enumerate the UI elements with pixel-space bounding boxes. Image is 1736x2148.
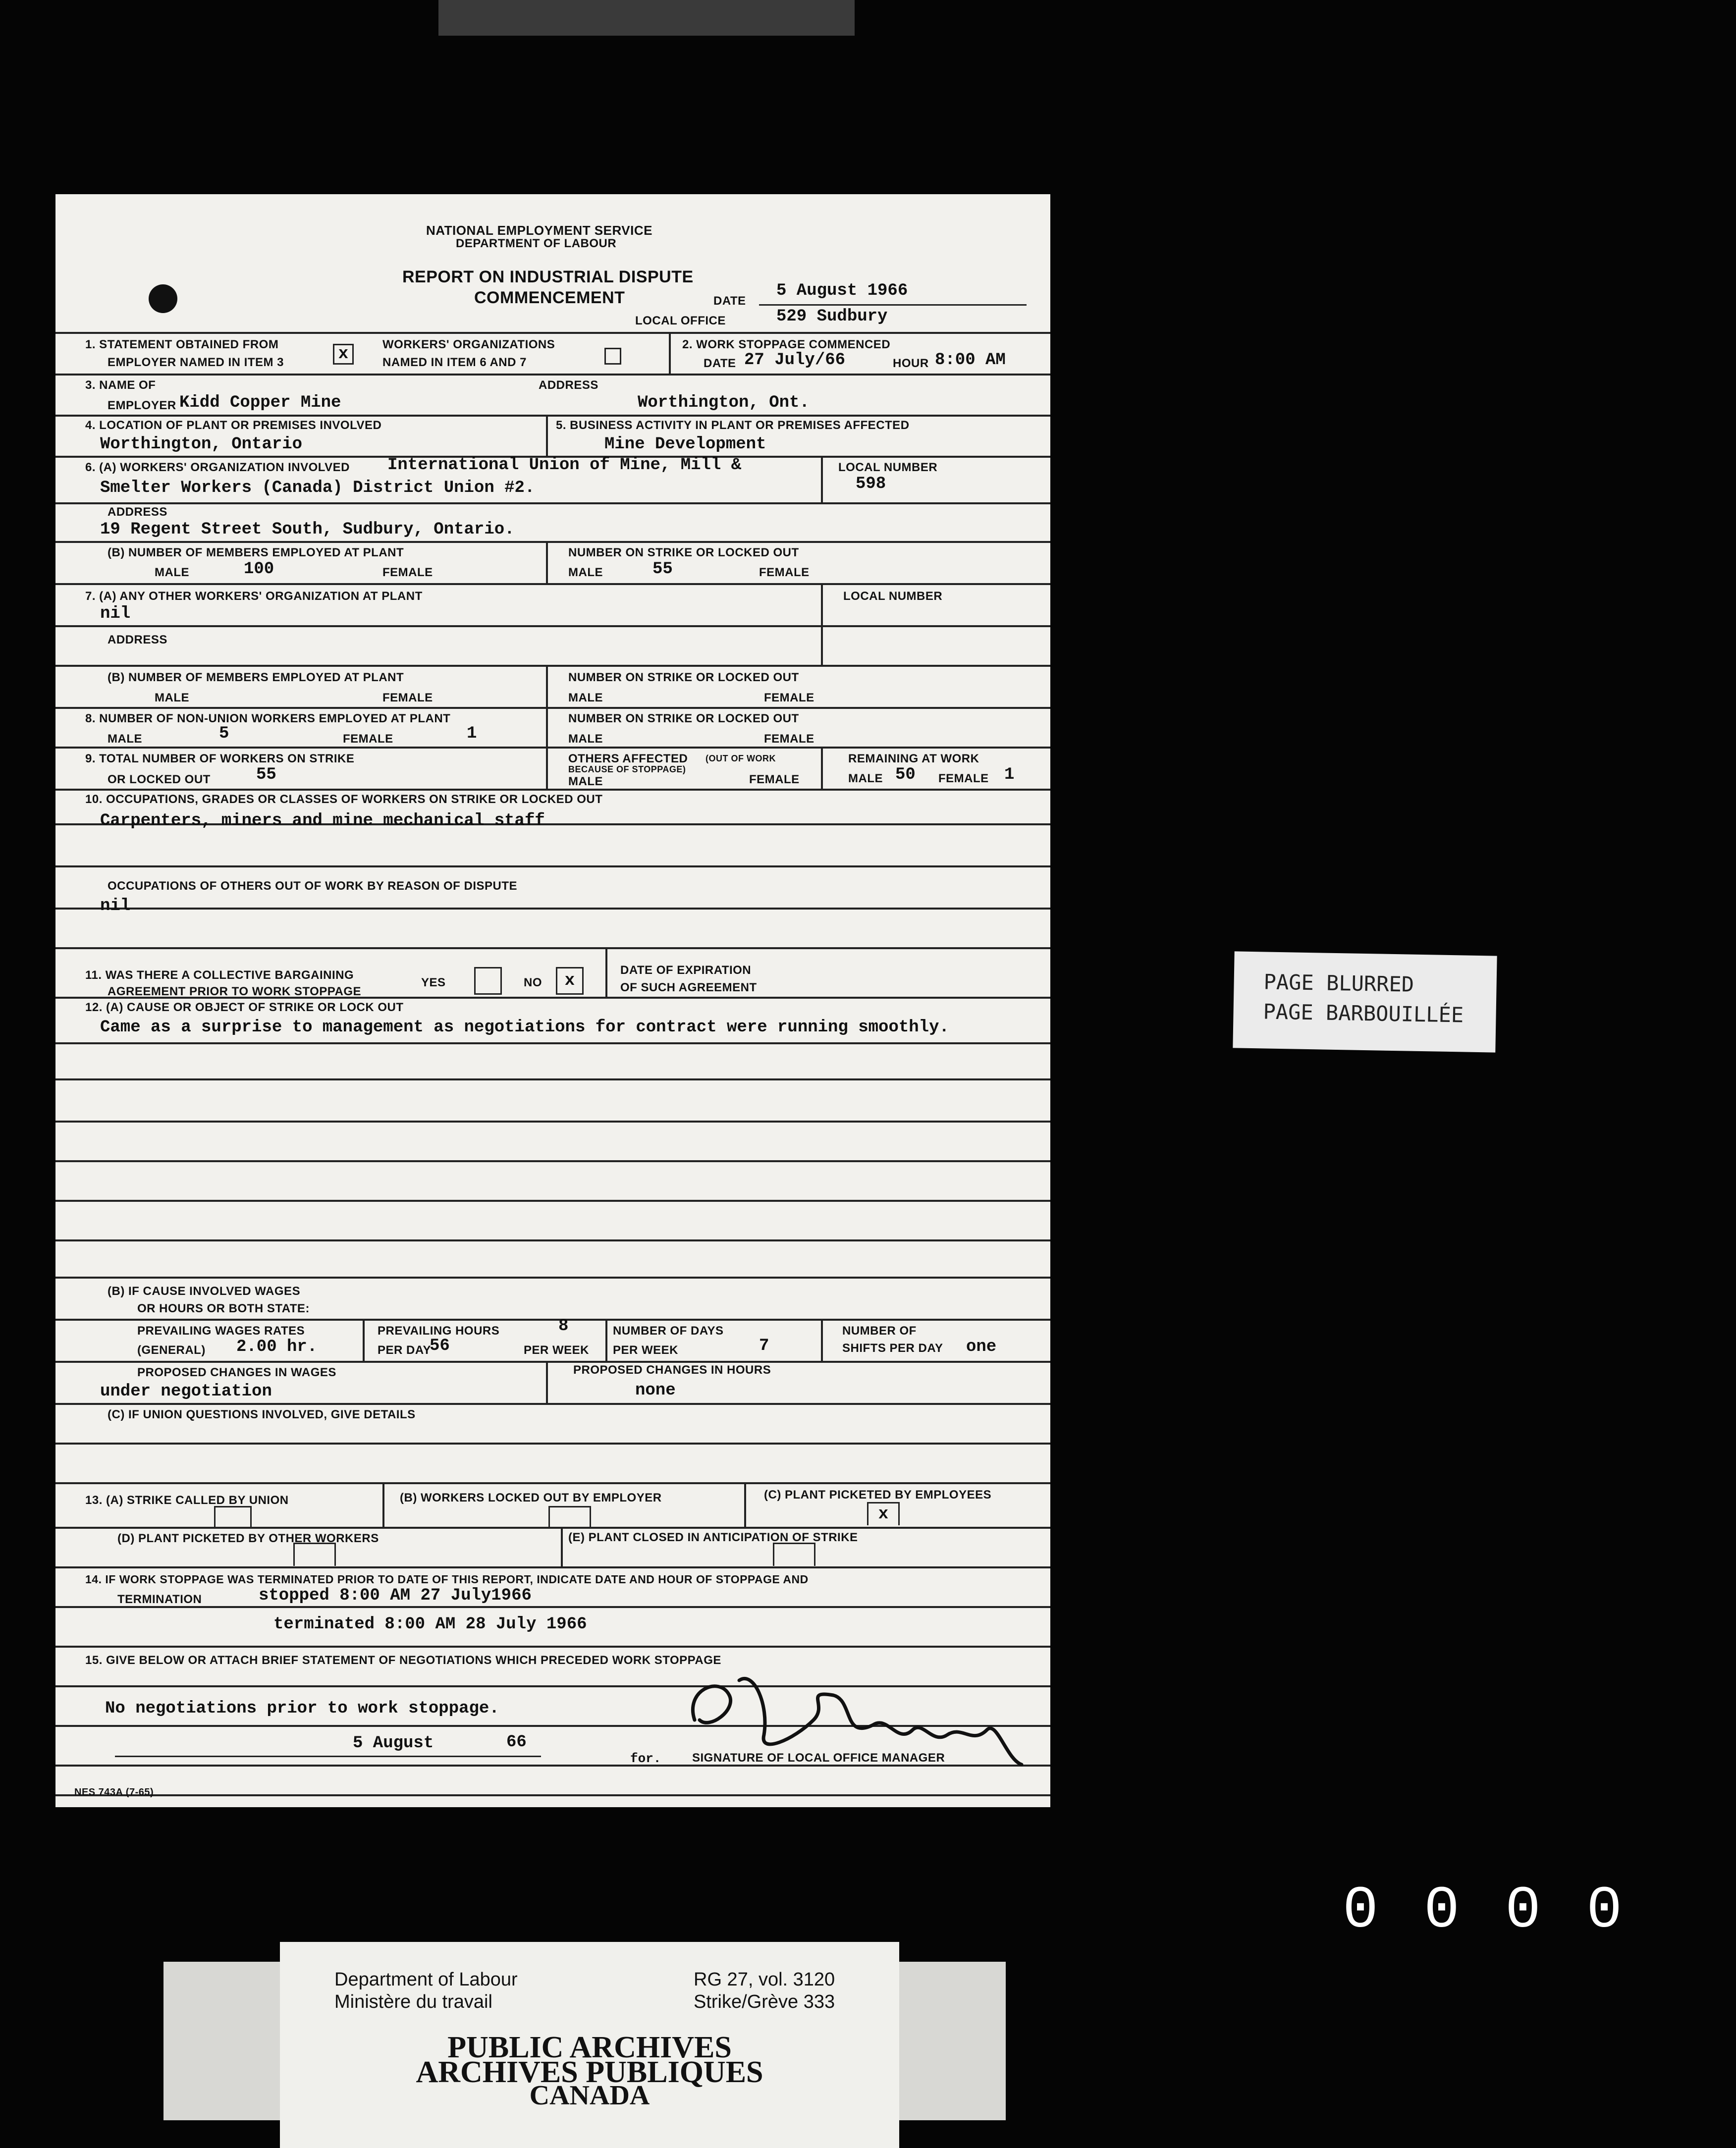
s12-per-week-label: PER WEEK <box>524 1343 590 1357</box>
date-label: DATE <box>713 294 746 308</box>
date-underline <box>759 304 1027 306</box>
s13-b-checkbox[interactable] <box>548 1506 591 1527</box>
s9-label-2: OR LOCKED OUT <box>108 773 211 786</box>
s6-local-label: LOCAL NUMBER <box>838 461 938 474</box>
s12-b-label: (B) IF CAUSE INVOLVED WAGES <box>108 1285 301 1298</box>
s2-hour: 8:00 AM <box>935 351 1006 370</box>
s6-members-label: (B) NUMBER OF MEMBERS EMPLOYED AT PLANT <box>108 546 404 559</box>
s8-female: 1 <box>467 724 477 743</box>
s9-label: 9. TOTAL NUMBER OF WORKERS ON STRIKE <box>85 752 355 765</box>
business-activity: Mine Development <box>604 435 766 454</box>
divider <box>363 1319 365 1361</box>
s7-label: 7. (A) ANY OTHER WORKERS' ORGANIZATION AT PLANT <box>85 590 423 603</box>
s9-others-male-label: MALE <box>568 775 603 788</box>
rule <box>55 789 1050 791</box>
agency-line-2: DEPARTMENT OF LABOUR <box>456 237 617 250</box>
rule <box>55 1443 1050 1445</box>
rule <box>55 947 1050 949</box>
s11-yes-checkbox[interactable] <box>474 967 502 995</box>
rule <box>55 1794 1050 1796</box>
s14-label: 14. IF WORK STOPPAGE WAS TERMINATED PRIOR TO DATE OF THIS REPORT, INDICATE DATE AND HOUR OF STOPPAGE AND <box>85 1573 809 1586</box>
form-code: NES 743A (7-65) <box>74 1787 154 1798</box>
s7-strike-label: NUMBER ON STRIKE OR LOCKED OUT <box>568 671 799 684</box>
local-office: 529 Sudbury <box>776 307 888 326</box>
s7-address-label: ADDRESS <box>108 633 167 646</box>
s6-strike-male-label: MALE <box>568 566 603 579</box>
archive-big-1: PUBLIC ARCHIVES <box>447 2031 732 2064</box>
s12-days-label: NUMBER OF DAYS <box>613 1324 724 1338</box>
punch-hole <box>149 284 177 313</box>
s11-label: 11. WAS THERE A COLLECTIVE BARGAINING <box>85 968 354 982</box>
divider <box>546 1361 548 1403</box>
s9-others-sub-2: BECAUSE OF STOPPAGE) <box>568 764 686 774</box>
occupations-others: nil <box>100 897 131 915</box>
s10-label: 10. OCCUPATIONS, GRADES OR CLASSES OF WORKERS ON STRIKE OR LOCKED OUT <box>85 793 603 806</box>
divider <box>546 665 548 789</box>
s12-general-label: (GENERAL) <box>137 1343 206 1357</box>
s7-local-label: LOCAL NUMBER <box>843 590 943 603</box>
agency-line-1: NATIONAL EMPLOYMENT SERVICE <box>426 223 652 238</box>
rule <box>55 583 1050 585</box>
s6-address-label: ADDRESS <box>108 505 167 519</box>
signature-date-line <box>115 1756 541 1757</box>
s8-male: 5 <box>219 724 229 743</box>
s8-strike-female-label: FEMALE <box>764 732 814 746</box>
rule <box>55 707 1050 709</box>
rule <box>55 1078 1050 1080</box>
archive-ref-2: Strike/Grève 333 <box>694 1991 835 2012</box>
film-top-leader <box>438 0 855 36</box>
archive-label-left-wing <box>163 1962 282 2120</box>
s11-expiry-label-2: OF SUCH AGREEMENT <box>620 981 757 994</box>
s12-proposed-wages: under negotiation <box>100 1382 272 1401</box>
rule <box>55 625 1050 627</box>
archive-big-3: CANADA <box>529 2080 650 2111</box>
rule <box>55 908 1050 910</box>
s1-workers-label: WORKERS' ORGANIZATIONS <box>382 338 555 351</box>
s12-proposed-hours: none <box>635 1381 676 1400</box>
rule <box>55 865 1050 867</box>
s6-strike-male: 55 <box>652 560 673 579</box>
s9-remaining-label: REMAINING AT WORK <box>848 752 979 765</box>
s5-label: 5. BUSINESS ACTIVITY IN PLANT OR PREMISES AFFECTED <box>556 419 910 432</box>
s8-strike-label: NUMBER ON STRIKE OR LOCKED OUT <box>568 712 799 725</box>
stoppage-start: stopped 8:00 AM 27 July1966 <box>259 1586 532 1605</box>
s12-label: 12. (A) CAUSE OR OBJECT OF STRIKE OR LOCK OUT <box>85 1001 404 1014</box>
rule <box>55 1160 1050 1162</box>
s9-remaining-male: 50 <box>895 765 916 784</box>
page-blurred-stamp <box>1233 951 1497 1052</box>
signature-year: 66 <box>506 1733 527 1752</box>
rule <box>55 1606 1050 1608</box>
s7-other-org: nil <box>100 604 131 623</box>
signature-for: for. <box>630 1751 661 1766</box>
s12-hours-per-day: 8 <box>558 1317 569 1336</box>
s12-wages: 2.00 hr. <box>236 1338 318 1356</box>
divider <box>546 415 548 456</box>
divider <box>744 1482 746 1527</box>
s7-members-label: (B) NUMBER OF MEMBERS EMPLOYED AT PLANT <box>108 671 404 684</box>
s3-address-label: ADDRESS <box>539 378 598 392</box>
s6-female-label: FEMALE <box>382 566 433 579</box>
s2-label: 2. WORK STOPPAGE COMMENCED <box>682 338 891 351</box>
rule <box>55 541 1050 543</box>
s1-employer-label: EMPLOYER NAMED IN ITEM 3 <box>108 356 284 369</box>
s11-yes-label: YES <box>421 976 446 989</box>
stamp-line-1: PAGE BLURRED <box>1263 969 1414 997</box>
s7-male-label: MALE <box>155 691 189 704</box>
s2-date: 27 July/66 <box>744 351 846 370</box>
s10-others-label: OCCUPATIONS OF OTHERS OUT OF WORK BY REASON OF DISPUTE <box>108 879 518 893</box>
s9-others-female-label: FEMALE <box>749 773 800 786</box>
s7-female-label: FEMALE <box>382 691 433 704</box>
s9-others-label: OTHERS AFFECTED <box>568 752 688 765</box>
s8-strike-male-label: MALE <box>568 732 603 746</box>
divider <box>821 1319 823 1361</box>
s4-label: 4. LOCATION OF PLANT OR PREMISES INVOLVED <box>85 419 382 432</box>
rule <box>55 332 1050 334</box>
s6-label: 6. (A) WORKERS' ORGANIZATION INVOLVED <box>85 461 350 474</box>
s15-label: 15. GIVE BELOW OR ATTACH BRIEF STATEMENT OF NEGOTIATIONS WHICH PRECEDED WORK STOPPAGE <box>85 1654 721 1667</box>
rule <box>55 1403 1050 1405</box>
s9-total-on-strike: 55 <box>256 765 276 784</box>
archive-label <box>280 1942 899 2148</box>
s12-c-label: (C) IF UNION QUESTIONS INVOLVED, GIVE DETAILS <box>108 1408 416 1421</box>
s8-label: 8. NUMBER OF NON-UNION WORKERS EMPLOYED AT PLANT <box>85 712 451 725</box>
s6-male-label: MALE <box>155 566 189 579</box>
rule <box>55 502 1050 504</box>
archive-ref-1: RG 27, vol. 3120 <box>694 1969 835 1990</box>
s2-date-label: DATE <box>704 357 736 370</box>
s9-remaining-female: 1 <box>1004 765 1015 784</box>
s12-proposed-wages-label: PROPOSED CHANGES IN WAGES <box>137 1366 336 1379</box>
s12-shifts-label-2: SHIFTS PER DAY <box>842 1342 943 1355</box>
s12-shifts: one <box>966 1338 997 1356</box>
s2-hour-label: HOUR <box>893 357 929 370</box>
s12-wages-label: PREVAILING WAGES RATES <box>137 1324 305 1338</box>
s12-hours-label: PREVAILING HOURS <box>378 1324 500 1338</box>
s11-label-2: AGREEMENT PRIOR TO WORK STOPPAGE <box>108 985 362 998</box>
stoppage-end: terminated 8:00 AM 28 July 1966 <box>273 1615 587 1634</box>
s13-d-label: (D) PLANT PICKETED BY OTHER WORKERS <box>117 1532 379 1545</box>
employer-address: Worthington, Ont. <box>638 393 810 412</box>
divider <box>669 332 671 374</box>
s11-expiry-label: DATE OF EXPIRATION <box>620 964 752 977</box>
s1-employer-checkbox[interactable]: x <box>333 344 354 365</box>
form-title: REPORT ON INDUSTRIAL DISPUTE <box>402 268 694 286</box>
s6-male-members: 100 <box>244 560 274 579</box>
s6-strike-female-label: FEMALE <box>759 566 810 579</box>
rule <box>55 665 1050 667</box>
s14-termination-label: TERMINATION <box>117 1593 202 1606</box>
rule <box>55 1482 1050 1484</box>
s12-hours-per-week: 56 <box>430 1337 450 1355</box>
rule <box>55 1200 1050 1202</box>
rule <box>55 1566 1050 1568</box>
rule <box>55 415 1050 417</box>
s8-male-label: MALE <box>108 732 142 746</box>
s1-label: 1. STATEMENT OBTAINED FROM <box>85 338 279 351</box>
s13-a-label: 13. (A) STRIKE CALLED BY UNION <box>85 1494 289 1507</box>
employer-name: Kidd Copper Mine <box>179 393 341 412</box>
archive-dept-fr: Ministère du travail <box>334 1991 492 2012</box>
divider <box>821 747 823 789</box>
local-office-label: LOCAL OFFICE <box>635 314 726 327</box>
archive-label-right-wing <box>897 1962 1006 2120</box>
s13-b-label: (B) WORKERS LOCKED OUT BY EMPLOYER <box>400 1491 662 1504</box>
industrial-dispute-form <box>55 194 1050 1807</box>
s11-no-checkbox[interactable]: x <box>556 967 584 995</box>
report-date: 5 August 1966 <box>776 281 908 300</box>
archive-dept-en: Department of Labour <box>334 1969 518 1990</box>
archive-big-2: ARCHIVES PUBLIQUES <box>416 2055 763 2089</box>
rule <box>55 1319 1050 1321</box>
divider <box>821 456 823 502</box>
rule <box>55 1277 1050 1279</box>
negotiations-statement: No negotiations prior to work stoppage. <box>105 1699 499 1718</box>
plant-location: Worthington, Ontario <box>100 435 303 454</box>
rule <box>55 1239 1050 1241</box>
s9-remaining-male-label: MALE <box>848 772 883 785</box>
rule <box>55 374 1050 376</box>
signature-label: SIGNATURE OF LOCAL OFFICE MANAGER <box>692 1751 945 1765</box>
union-address: 19 Regent Street South, Sudbury, Ontario. <box>100 520 515 539</box>
s9-remaining-female-label: FEMALE <box>938 772 989 785</box>
s12-days: 7 <box>759 1337 769 1355</box>
stamp-line-2: PAGE BARBOUILLÉE <box>1263 999 1464 1027</box>
s1-workers-checkbox[interactable] <box>604 348 621 365</box>
form-subtitle: COMMENCEMENT <box>474 288 625 307</box>
s13-e-checkbox[interactable] <box>773 1543 815 1566</box>
s3-label: 3. NAME OF <box>85 378 156 392</box>
s11-no-label: NO <box>524 976 542 989</box>
s8-female-label: FEMALE <box>343 732 393 746</box>
s13-e-label: (E) PLANT CLOSED IN ANTICIPATION OF STRIKE <box>568 1531 858 1544</box>
s12-proposed-hours-label: PROPOSED CHANGES IN HOURS <box>573 1363 771 1377</box>
s7-strike-male-label: MALE <box>568 691 603 704</box>
divider <box>546 541 548 583</box>
union-name-line-1: International Union of Mine, Mill & <box>387 456 742 475</box>
s12-shifts-label: NUMBER OF <box>842 1324 917 1338</box>
divider <box>821 583 823 665</box>
divider <box>605 1319 607 1361</box>
s6-strike-label: NUMBER ON STRIKE OR LOCKED OUT <box>568 546 799 559</box>
rule <box>55 747 1050 749</box>
s3-employer-label: EMPLOYER <box>108 399 176 412</box>
s1-workers-label-2: NAMED IN ITEM 6 AND 7 <box>382 356 527 369</box>
divider <box>382 1482 384 1527</box>
s13-c-checkbox[interactable]: x <box>867 1502 900 1525</box>
occupations-on-strike: Carpenters, miners and mine mechanical staff <box>100 811 545 830</box>
frame-number: 0 0 0 0 <box>1343 1878 1628 1945</box>
s13-d-checkbox[interactable] <box>293 1543 336 1566</box>
s6-local-number: 598 <box>856 475 886 493</box>
s12-days-per-week-label: PER WEEK <box>613 1343 679 1357</box>
signature-date: 5 August <box>353 1734 434 1753</box>
rule <box>55 1361 1050 1363</box>
divider <box>605 947 607 997</box>
rule <box>55 1042 1050 1044</box>
dispute-cause: Came as a surprise to management as negotiations for contract were running smoothly. <box>100 1018 949 1037</box>
s12-per-day-label: PER DAY <box>378 1343 431 1357</box>
union-name-line-2: Smelter Workers (Canada) District Union #2. <box>100 479 535 497</box>
rule <box>55 1646 1050 1648</box>
s13-a-checkbox[interactable] <box>214 1506 252 1527</box>
divider <box>561 1527 563 1566</box>
s7-strike-female-label: FEMALE <box>764 691 814 704</box>
s12-b-label-2: OR HOURS OR BOTH STATE: <box>137 1302 310 1315</box>
rule <box>55 1121 1050 1123</box>
s9-others-sub-1: (OUT OF WORK <box>705 753 776 763</box>
s13-c-label: (C) PLANT PICKETED BY EMPLOYEES <box>764 1488 992 1502</box>
